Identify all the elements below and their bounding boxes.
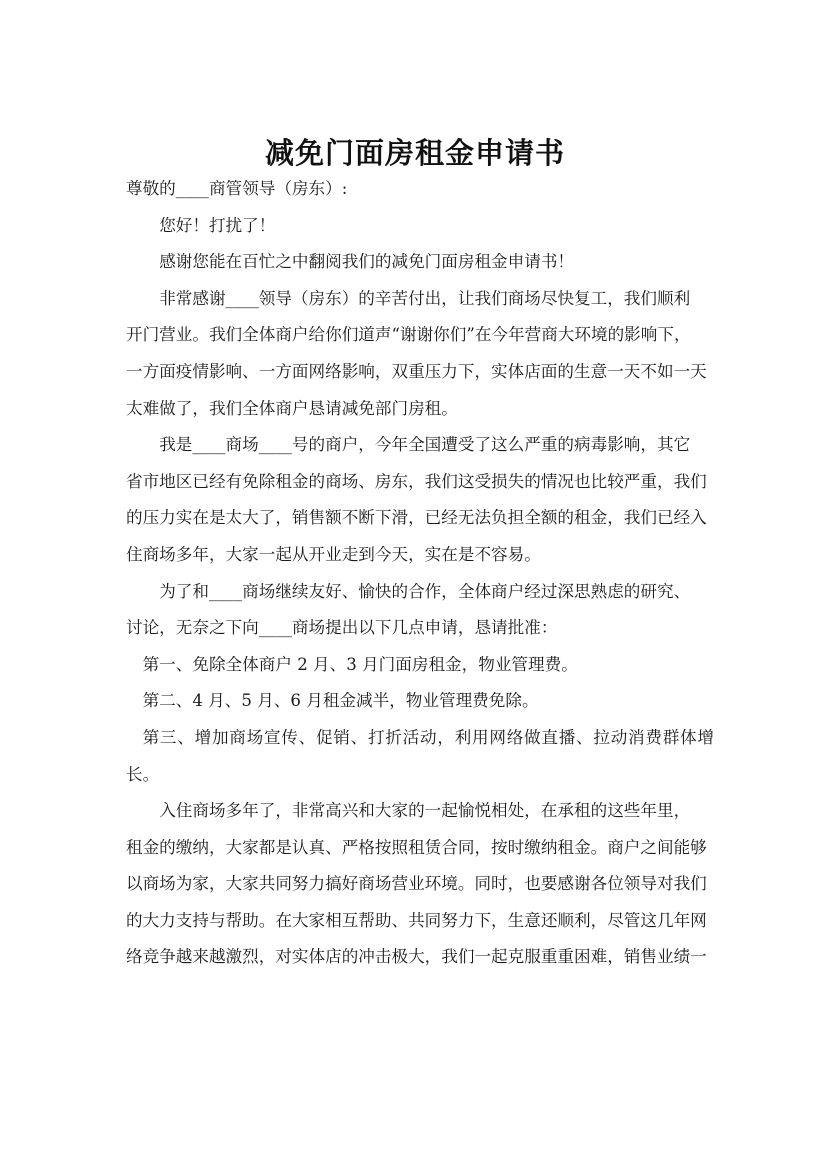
request-item-3: 第三、增加商场宣传、促销、打折活动，利用网络做直播、拉动消费群体增长。 (126, 727, 714, 784)
paragraph-4-cont (126, 830, 714, 976)
paragraph-1-cont (126, 317, 714, 427)
paragraph-4 (126, 793, 714, 830)
salutation: 尊敬的____商管领导（房东）: (126, 179, 348, 198)
paragraph-2-line: 我是____商场____号的商户，今年全国遭受了这么严重的病毒影响，其它 (159, 435, 691, 455)
paragraph-4-line: 络竞争越来越激烈，对实体店的冲击极大，我们一起克服重重困难，销售业绩一 (126, 947, 707, 967)
paragraph-4-line: 入住商场多年了，非常高兴和大家的一起愉悦相处，在承租的这些年里， (159, 801, 691, 821)
paragraph-2 (126, 427, 714, 464)
paragraph-4-line: 的大力支持与帮助。在大家相互帮助、共同努力下，生意还顺利，尽管这几年网 (126, 910, 707, 930)
paragraph-1-line: 太难做了，我们全体商户恳请减免部门房租。 (126, 398, 458, 418)
paragraph-4-line: 以商场为家，大家共同努力搞好商场营业环境。同时，也要感谢各位领导对我们 (126, 874, 707, 894)
paragraph-2-line: 住商场多年，大家一起从开业走到今天，实在是不容易。 (126, 544, 541, 564)
paragraph-1 (126, 281, 714, 318)
paragraph-1-line: 一方面疫情影响、一方面网络影响，双重压力下，实体店面的生意一天不如一天 (126, 361, 707, 381)
paragraph-3-line: 为了和____商场继续友好、愉快的合作，全体商户经过深思熟虑的研究、 (159, 581, 691, 601)
paragraph-2-line: 省市地区已经有免除租金的商场、房东，我们这受损失的情况也比较严重，我们 (126, 471, 707, 491)
paragraph-2-cont (126, 464, 714, 574)
request-item-2: 第二、4 月、5 月、6 月租金减半，物业管理费免除。 (142, 691, 539, 711)
document-title: 减免门面房租金申请书 (264, 136, 565, 171)
paragraph-3-line: 讨论，无奈之下向____商场提出以下几点申请，恳请批准： (126, 618, 558, 638)
document-body (126, 171, 714, 976)
paragraph-2-line: 的压力实在是太大了，销售额不断下滑，已经无法负担全额的租金，我们已经入 (126, 508, 707, 528)
paragraph-1-line: 非常感谢____领导（房东）的辛苦付出，让我们商场尽快复工，我们顺利 (159, 288, 691, 308)
greeting: 您好！打扰了！ (159, 215, 276, 235)
paragraph-1-line: 开门营业。我们全体商户给你们道声“谢谢你们”在今年营商大环境的影响下， (126, 325, 691, 345)
paragraph-3 (126, 574, 714, 611)
thanks-line: 感谢您能在百忙之中翻阅我们的减免门面房租金申请书！ (159, 252, 575, 272)
paragraph-4-line: 租金的缴纳，大家都是认真、严格按照租赁合同，按时缴纳租金。商户之间能够 (126, 837, 707, 857)
paragraph-3-cont (126, 610, 714, 647)
request-item-1: 第一、免除全体商户 2 月、3 月门面房租金，物业管理费。 (142, 654, 578, 674)
